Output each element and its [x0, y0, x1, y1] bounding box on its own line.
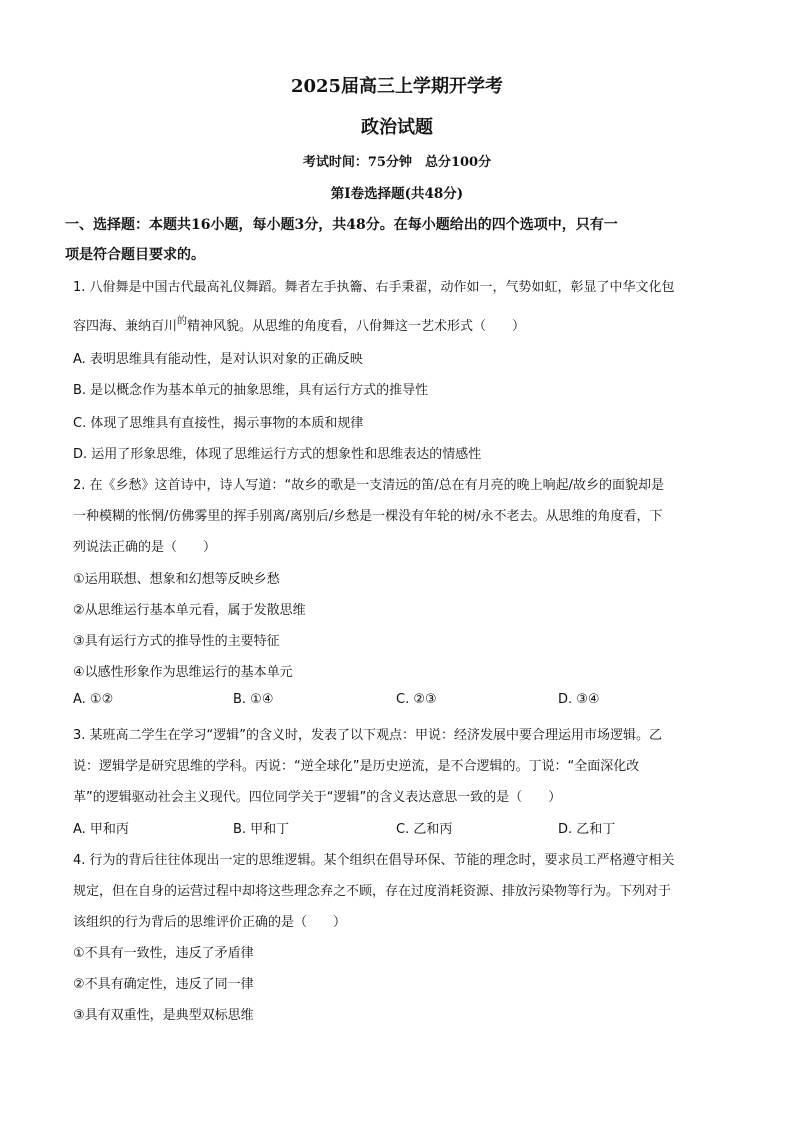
q1-option-a: A. 表明思维具有能动性，是对认识对象的正确反映 — [73, 352, 363, 367]
q1-stem-line2 — [73, 315, 525, 334]
q2-option-c: C. ②③ — [396, 692, 437, 707]
q1-option-c: C. 体现了思维具有直接性，揭示事物的本质和规律 — [73, 416, 364, 431]
q3-stem-line1: 3. 某班高二学生在学习“逻辑”的含义时，发表了以下观点：甲说：经济发展中要合理运用市场逻辑。乙 — [73, 728, 663, 743]
q1-stem-line2-b: 精神风貌。从思维的角度看，八佾舞这一艺术形式（ ） — [187, 319, 526, 334]
exam-info: 考试时间：75分钟 总分100分 — [302, 155, 492, 170]
q1-option-d: D. 运用了形象思维，体现了思维运行方式的想象性和思维表达的情感性 — [73, 447, 482, 462]
q4-stem-line2: 规定，但在自身的运营过程中却将这些理念弃之不顾，存在过度消耗资源、排放污染物等行为。下列对于 — [73, 884, 672, 899]
q1-option-b: B. 是以概念作为基本单元的抽象思维，具有运行方式的推导性 — [73, 383, 429, 398]
q4-statement-1: ①不具有一致性，违反了矛盾律 — [73, 946, 254, 961]
q1-stem-line1: 1. 八佾舞是中国古代最高礼仪舞蹈。舞者左手执籥、右手秉翟，动作如一，气势如虹，彰显了中华文化包 — [73, 280, 675, 295]
q2-option-a: A. ①② — [73, 692, 114, 707]
volume-heading: 第Ⅰ卷选择题(共48分) — [330, 186, 464, 202]
q4-stem-line1: 4. 行为的背后往往体现出一定的思维逻辑。某个组织在倡导环保、节能的理念时，要求员工严格遵守相关 — [73, 853, 675, 868]
q3-option-d: D. 乙和丁 — [558, 822, 616, 837]
q4-statement-2: ②不具有确定性，违反了同一律 — [73, 977, 254, 992]
q3-stem-line3: 革”的逻辑驱动社会主义现代。四位同学关于“逻辑”的含义表达意思一致的是（ ） — [73, 790, 562, 805]
q1-stem-line2-a: 容四海、兼纳百川 — [73, 319, 178, 334]
section-instructions-line1: 一、选择题：本题共16小题，每小题3分，共48分。在每小题给出的四个选项中，只有一 — [65, 217, 618, 233]
q2-stem-line3: 列说法正确的是（ ） — [73, 540, 217, 555]
exam-title: 2025届高三上学期开学考 — [290, 76, 504, 97]
q4-stem-line3: 该组织的行为背后的思维评价正确的是（ ） — [73, 915, 347, 930]
q3-option-a: A. 甲和丙 — [73, 822, 129, 837]
q2-option-d: D. ③④ — [558, 692, 600, 707]
q2-statement-2: ②从思维运行基本单元看，属于发散思维 — [73, 603, 306, 618]
q2-statement-3: ③具有运行方式的推导性的主要特征 — [73, 634, 280, 649]
q3-option-b: B. 甲和丁 — [233, 822, 290, 837]
q2-stem-line2: 一种模糊的怅惘/仿佛雾里的挥手别离/离别后/乡愁是一棵没有年轮的树/永不老去。从思维的角度看，下 — [73, 509, 663, 524]
q2-statement-4: ④以感性形象作为思维运行的基本单元 — [73, 665, 293, 680]
q3-stem-line2: 说：逻辑学是研究思维的学科。丙说：“逆全球化”是历史逆流，是不合逻辑的。丁说：“全面深化改 — [73, 759, 640, 774]
q4-statement-3: ③具有双重性，是典型双标思维 — [73, 1008, 254, 1023]
q3-option-c: C. 乙和丙 — [396, 822, 453, 837]
q2-statement-1: ①运用联想、想象和幻想等反映乡愁 — [73, 572, 280, 587]
q2-stem-line1: 2. 在《乡愁》这首诗中，诗人写道：“故乡的歌是一支清远的笛/总在有月亮的晚上响起/故乡的面貌却是 — [73, 478, 665, 493]
q2-option-b: B. ①④ — [233, 692, 274, 707]
q1-stem-line2-superscript: 的 — [177, 316, 188, 327]
section-instructions-line2: 项是符合题目要求的。 — [65, 247, 205, 263]
subject-title: 政治试题 — [361, 117, 433, 138]
